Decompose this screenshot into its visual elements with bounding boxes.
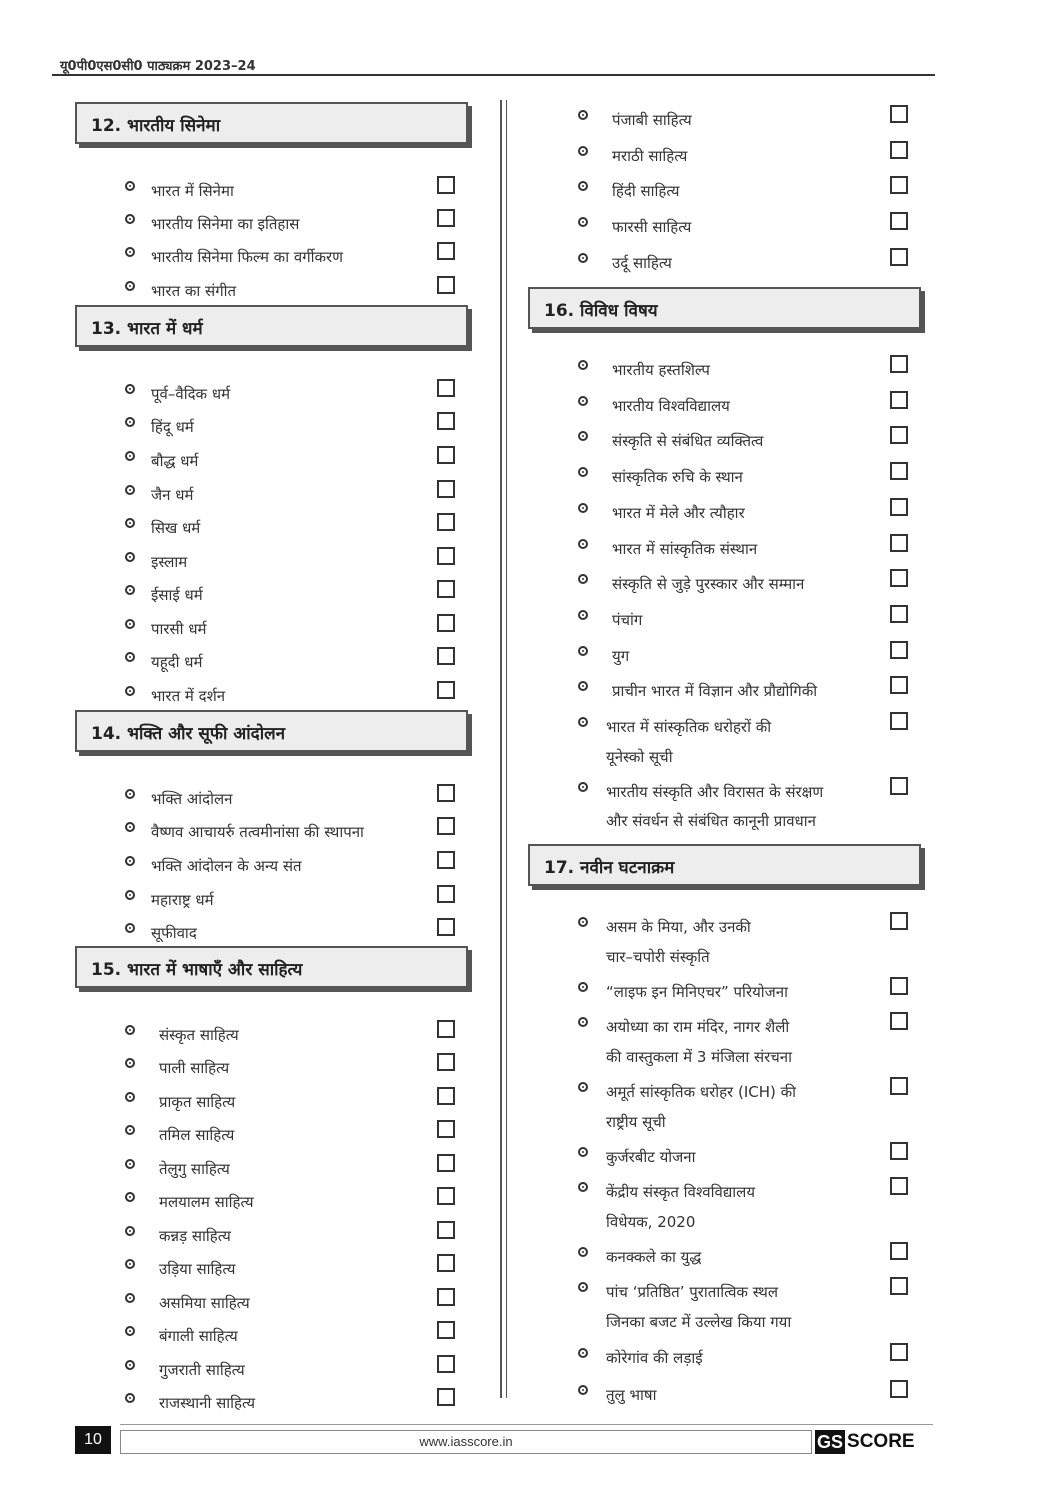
column-divider-inner [506,100,507,1398]
bullet-icon [578,146,588,156]
bullet-icon [578,539,588,549]
checkbox[interactable] [437,1053,455,1071]
checkbox[interactable] [890,569,908,587]
bullet-icon [578,1247,588,1257]
bullet-icon [125,1092,135,1102]
bullet-icon [578,574,588,584]
bullet-icon [578,1348,588,1358]
item-label: असमिया साहित्य [159,1294,250,1312]
item-label: पाली साहित्य [159,1059,230,1077]
checkbox[interactable] [437,1321,455,1339]
item-label-line2: की वास्तुकला में 3 मंजिला संरचना [606,1048,792,1066]
bullet-icon [578,1147,588,1157]
item-label: प्राकृत साहित्य [159,1093,236,1111]
item-label-line2: और संवर्धन से संबंधित कानूनी प्रावधान [606,812,816,830]
checkbox[interactable] [890,1077,908,1095]
section-title-box [75,946,468,988]
section-17 [528,844,938,886]
logo-score: SCORE [847,1431,915,1452]
footer-bar [120,1430,812,1454]
bullet-icon [125,1293,135,1303]
bullet-icon [578,782,588,792]
bullet-icon [125,1025,135,1035]
checkbox[interactable] [890,912,908,930]
bullet-icon [125,1226,135,1236]
item-label: राजस्थानी साहित्य [159,1394,256,1412]
item-label: भारत में मेले और त्यौहार [612,504,745,522]
bullet-icon [578,431,588,441]
item-label: तमिल साहित्य [159,1126,235,1144]
section-12 [75,102,485,144]
bullet-icon [578,1082,588,1092]
checkbox[interactable] [437,1087,455,1105]
bullet-icon [125,652,135,662]
checkbox[interactable] [437,209,455,227]
item-label: युग [612,647,630,665]
item-label: इस्लाम [151,553,188,571]
item-label: हिंदी साहित्य [612,182,680,200]
checkbox[interactable] [890,1380,908,1398]
item-label: अयोध्या का राम मंदिर, नागर शैली [606,1018,790,1036]
item-label: भक्ति आंदोलन [151,790,233,808]
checkbox[interactable] [437,647,455,665]
bullet-icon [578,1385,588,1395]
item-label: संस्कृत साहित्य [159,1026,239,1044]
checkbox[interactable] [437,1154,455,1172]
checkbox[interactable] [437,446,455,464]
checkbox[interactable] [437,242,455,260]
bullet-icon [578,1182,588,1192]
item-label: पंचांग [612,611,643,629]
bullet-icon [578,717,588,727]
bullet-icon [578,982,588,992]
item-label: महाराष्ट्र धर्म [151,891,214,909]
logo-gs: GS [817,1432,844,1452]
checkbox[interactable] [437,1288,455,1306]
item-label: बंगाली साहित्य [159,1327,238,1345]
checkbox[interactable] [437,885,455,903]
checkbox[interactable] [890,462,908,480]
section-title-box [75,102,468,144]
item-label-line2: विधेयक, 2020 [606,1213,696,1231]
item-label: उर्दू साहित्य [612,254,672,272]
bullet-icon [125,485,135,495]
checkbox[interactable] [437,547,455,565]
checkbox[interactable] [437,1355,455,1373]
item-label: सिख धर्म [151,519,201,537]
section-title: 15. भारत में भाषाएँ और साहित्य [91,960,303,980]
item-label: यहूदी धर्म [151,653,203,671]
bullet-icon [578,217,588,227]
item-label: भारत का संगीत [151,282,237,300]
section-16 [528,287,938,329]
section-15 [75,946,485,988]
item-label: गुजराती साहित्य [159,1361,245,1379]
item-label: सांस्कृतिक रुचि के स्थान [612,468,743,486]
checkbox[interactable] [437,681,455,699]
checkbox[interactable] [437,580,455,598]
header-rule [52,74,935,76]
item-label: भारतीय संस्कृति और विरासत के संरक्षण [606,783,824,801]
item-label: भक्ति आंदोलन के अन्य संत [151,857,302,875]
bullet-icon [125,686,135,696]
item-label: तुलु भाषा [606,1386,657,1404]
checkbox[interactable] [437,176,455,194]
checkbox[interactable] [890,426,908,444]
checkbox[interactable] [890,676,908,694]
bullet-icon [125,923,135,933]
checkbox[interactable] [890,355,908,373]
section-title: 17. नवीन घटनाक्रम [544,858,675,878]
item-label: भारत में सिनेमा [151,182,234,200]
item-label: फारसी साहित्य [612,218,692,236]
checkbox[interactable] [890,212,908,230]
checkbox[interactable] [890,498,908,516]
checkbox[interactable] [890,534,908,552]
bullet-icon [125,247,135,257]
checkbox[interactable] [890,176,908,194]
checkbox[interactable] [890,141,908,159]
checkbox[interactable] [890,1177,908,1195]
item-label: कोरेगांव की लड़ाई [606,1349,703,1367]
checkbox[interactable] [890,1242,908,1260]
checkbox[interactable] [437,276,455,294]
column-divider [500,100,502,1398]
page-number: 10 [75,1426,111,1454]
bullet-icon [125,585,135,595]
item-label: तेलुगु साहित्य [159,1160,230,1178]
checkbox[interactable] [437,1388,455,1406]
bullet-icon [125,1326,135,1336]
checkbox[interactable] [437,379,455,397]
bullet-icon [125,181,135,191]
bullet-icon [578,1017,588,1027]
bullet-icon [125,417,135,427]
item-label: पारसी धर्म [151,620,207,638]
bullet-icon [125,1192,135,1202]
checkbox[interactable] [437,918,455,936]
item-label: संस्कृति से जुड़े पुरस्कार और सम्मान [612,575,805,593]
checkbox[interactable] [890,777,908,795]
bullet-icon [578,681,588,691]
checkbox[interactable] [437,1221,455,1239]
checkbox[interactable] [437,1020,455,1038]
item-label: ईसाई धर्म [151,586,203,604]
section-title: 12. भारतीय सिनेमा [91,116,221,136]
checkbox[interactable] [890,1343,908,1361]
checkbox[interactable] [890,248,908,266]
item-label: मराठी साहित्य [612,147,688,165]
item-label: पूर्व–वैदिक धर्म [151,385,231,403]
checkbox[interactable] [890,1142,908,1160]
item-label: उड़िया साहित्य [159,1260,236,1278]
bullet-icon [125,281,135,291]
checkbox[interactable] [890,977,908,995]
bullet-icon [125,518,135,528]
checkbox[interactable] [890,605,908,623]
footer-rule [120,1424,933,1425]
item-label: असम के मिया, और उनकी [606,918,751,936]
bullet-icon [125,451,135,461]
checkbox[interactable] [890,391,908,409]
item-label: भारतीय सिनेमा फिल्म का वर्गीकरण [151,248,344,266]
checkbox[interactable] [437,851,455,869]
section-13 [75,305,485,347]
bullet-icon [125,789,135,799]
bullet-icon [125,619,135,629]
section-title-box [75,305,468,347]
item-label: पंजाबी साहित्य [612,111,692,129]
item-label: संस्कृति से संबंधित व्यक्तित्व [612,432,764,450]
section-title-box [528,844,921,886]
bullet-icon [578,396,588,406]
item-label: जैन धर्म [151,486,194,504]
checkbox[interactable] [437,1120,455,1138]
checkbox[interactable] [437,784,455,802]
checkbox[interactable] [890,712,908,730]
item-label: केंद्रीय संस्कृत विश्वविद्यालय [606,1183,756,1201]
checkbox[interactable] [437,480,455,498]
section-title: 16. विविध विषय [544,301,658,321]
checkbox[interactable] [437,412,455,430]
bullet-icon [125,1159,135,1169]
bullet-icon [578,110,588,120]
item-label: भारत में सांस्कृतिक धरोहरों की [606,718,772,736]
checkbox[interactable] [437,1187,455,1205]
bullet-icon [578,646,588,656]
bullet-icon [125,1259,135,1269]
section-title-box [75,710,468,752]
bullet-icon [125,1393,135,1403]
bullet-icon [125,1360,135,1370]
item-label: वैष्णव आचायर्रु तत्वमीनांसा की स्थापना [151,823,364,841]
checkbox[interactable] [437,614,455,632]
bullet-icon [125,856,135,866]
footer-url[interactable]: www.iasscore.in [419,1434,513,1449]
section-title: 14. भक्ति और सूफी आंदोलन [91,724,286,744]
section-title-box [528,287,921,329]
item-label-line2: यूनेस्को सूची [606,748,673,766]
bullet-icon [578,610,588,620]
item-label: सूफीवाद [151,924,197,942]
checkbox[interactable] [890,105,908,123]
bullet-icon [125,1125,135,1135]
bullet-icon [578,253,588,263]
checkbox[interactable] [437,513,455,531]
bullet-icon [578,917,588,927]
checkbox[interactable] [890,641,908,659]
bullet-icon [578,503,588,513]
bullet-icon [578,1282,588,1292]
bullet-icon [578,467,588,477]
bullet-icon [125,1058,135,1068]
item-label-line2: जिनका बजट में उल्लेख किया गया [606,1313,792,1331]
item-label: बौद्ध धर्म [151,452,199,470]
gs-score-logo [815,1430,915,1454]
item-label: भारतीय सिनेमा का इतिहास [151,215,300,233]
item-label: कुर्जरबीट योजना [606,1148,696,1166]
item-label: भारतीय विश्वविद्यालय [612,397,730,415]
item-label: कनक्कले का युद्ध [606,1248,702,1266]
item-label: प्राचीन भारत में विज्ञान और प्रौद्योगिकी [612,682,818,700]
checkbox[interactable] [437,817,455,835]
item-label: भारत में दर्शन [151,687,226,705]
bullet-icon [578,181,588,191]
item-label-line2: राष्ट्रीय सूची [606,1113,666,1131]
item-label-line2: चार–चपोरी संस्कृति [606,948,710,966]
checkbox[interactable] [890,1277,908,1295]
running-head: यू0पी0एस0सी0 पाठ्यक्रम 2023–24 [60,59,256,74]
item-label: अमूर्त सांस्कृतिक धरोहर (ICH) की [606,1083,797,1101]
bullet-icon [578,360,588,370]
bullet-icon [125,384,135,394]
item-label: हिंदू धर्म [151,418,194,436]
checkbox[interactable] [437,1254,455,1272]
bullet-icon [125,552,135,562]
item-label: भारत में सांस्कृतिक संस्थान [612,540,758,558]
bullet-icon [125,822,135,832]
item-label: “लाइफ इन मिनिएचर” परियोजना [606,983,789,1001]
item-label: मलयालम साहित्य [159,1193,254,1211]
bullet-icon [125,214,135,224]
checkbox[interactable] [890,1012,908,1030]
item-label: पांच ‘प्रतिष्ठित’ पुरातात्विक स्थल [606,1283,778,1301]
bullet-icon [125,890,135,900]
item-label: कन्नड़ साहित्य [159,1227,231,1245]
item-label: भारतीय हस्तशिल्प [612,361,710,379]
section-title: 13. भारत में धर्म [91,319,203,339]
section-14 [75,710,485,752]
